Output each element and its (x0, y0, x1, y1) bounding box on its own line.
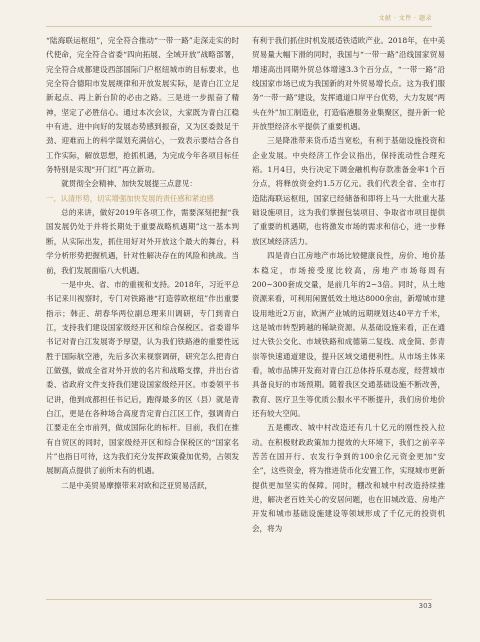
paragraph: 三是降准带来货币适当宽松，有利于基础设施投资和企业发展。中央经济工作会议指出，保持流动性合理充裕。1月4日，央行决定下调金融机构存款准备金率1个百分点，将释放资金约1.5万亿元。我们代表全省、全市打造陆海联运枢纽，国家已经储备和即将上马一大批重大基础设施项目，这为我们掌握包装项目、争取省市项目提供了重要的机遇期，也将激发市场的需求和信心，进一步释放区域经济活力。 (252, 136, 445, 246)
paragraph: 有利于我们抓住时机发展适铁适欧产业。2018年，在中美贸易量大幅下滑的同时，我国与“一带一路”沿线国家贸易增速高出同期外贸总体增速3.3个百分点，“一带一路”沿线国家市场已成为我国新的对外贸易增长点。这为我们服务“一带一路”建设，发挥通道口岸平台优势，大力发展“两头在外”加工制造业，打造临港服务业集聚区，提升新一轮开放型经济水平提供了重要机遇。 (252, 36, 445, 132)
header-divider (46, 26, 432, 27)
section-label: 文献 · 文件 · 题录 (378, 15, 432, 22)
right-column (252, 34, 445, 536)
left-column (46, 34, 239, 493)
page-number: 303 (418, 602, 432, 610)
paragraph: 总的来讲，做好2019年各项工作，需要深刻把握“我国发展仍处于并将长期处于重要战略机遇期”这一基本判断，从实际出发，抓住用好对外开放这个最大的舞台，科学分析形势把握机遇，针对性解决存在的风险和挑战。当前，我们发展面临八大机遇。 (46, 208, 239, 275)
paragraph: “陆海联运枢纽”，完全符合推动“一带一路”走深走实的时代使命，完全符合省委“四向拓展、全域开放”战略部署，完全符合成都建设西部国际门户枢纽城市的目标要求，也完全符合德阳市发展规律和开放发展实际，是青白江立足新起点、再上新台阶的必由之路。三是进一步振奋了精神，坚定了必胜信心。通过本次会议，大家既为青白江稳中有进、进中向好的发展态势感到振奋，又为区委鼓足干劲、迎难而上的科学谋划充满信心，一致表示要结合各自工作实际，解放思想，抢抓机遇，为完成今年各项目标任务特别是实现“开门红”再立新功。 (46, 36, 239, 175)
footer-divider (46, 599, 432, 600)
section-subheading: 一、认清形势，切实增强加快发展的责任感和紧迫感 (46, 193, 214, 203)
paragraph: 五是棚改、城中村改造还有几十亿元的刚性投入拉动。在积极财政政策加力提效的大环境下，我们之前辛辛苦苦在国开行、农发行争到的100余亿元资金更加“安全”，这些资金，将为推进货币化安置工作，实现城市更新提供更加坚实的保障。同时，棚改和城中村改造持续推进，解决老百姓关心的安居问题，也在旧城改造、房地产开发和城市基础设施建设等领域形成了千亿元的投资机会，将为 (252, 423, 445, 533)
paragraph: 二是中美贸易摩擦带来对欧和泛亚贸易活跃， (61, 480, 213, 490)
paragraph: 一是中央、省、市的重视和支持。2018年，习近平总书记来川视察时，专门对铁路港“打造蓉欧枢纽”作出重要指示；韩正、胡春华两位副总理来川调研，专门到青白江，支持我们建设国家级经开区和综合保税区。省委谱华书记对青白江发展寄予厚望，认为我们铁路港的重要性远胜于国际航空港，先后多次来视察调研，研究怎么把青白江做强，做成全省对外开放的名片和战略支撑，并出台省委、省政府文件支持我们建设国家级经开区。市委领平书记讲，他到成都担任书记后，跑得最多的区（县）就是青白江，更是在各种场合高度肯定青白江区工作，强调青白江要走在全市前列，做成国际化的标杆。目前，我们在推有自贸区的同时，国家级经开区和综合保税区的“国家名片”也指日可待，这为我们充分发挥政策叠加优势，占领发展制高点提供了前所未有的机遇。 (46, 279, 239, 476)
paragraph: 就贯彻全会精神、加快发展提三点意见： (61, 179, 197, 189)
paragraph: 四是青白江房地产市场比较健康良性，房价、地价基本稳定，市场接受度比较高，房地产市场每周有200~300套成交量，是前几年的2~3倍。同时，从土地资源来看，可利用闲置低效土地达8000余亩，新增城市建设用地近2万亩，欧洲产业城的远期规划达40平方千米，这是城市转型跨越的稀缺资源。从基础设施来看，正在通过大铁公交化、市域铁路和成德第二复线、成金简、彭青崇等快速通道建设，提升区域交通便利性。从市场主体来看，城市品牌开发商对青白江总体持乐观态度，经营城市具备良好的市场预期。随着我区交通基础设施不断改善，教育、医疗卫生等优质公服水平不断提升，我们房价地价还有较大空间。 (252, 251, 445, 418)
